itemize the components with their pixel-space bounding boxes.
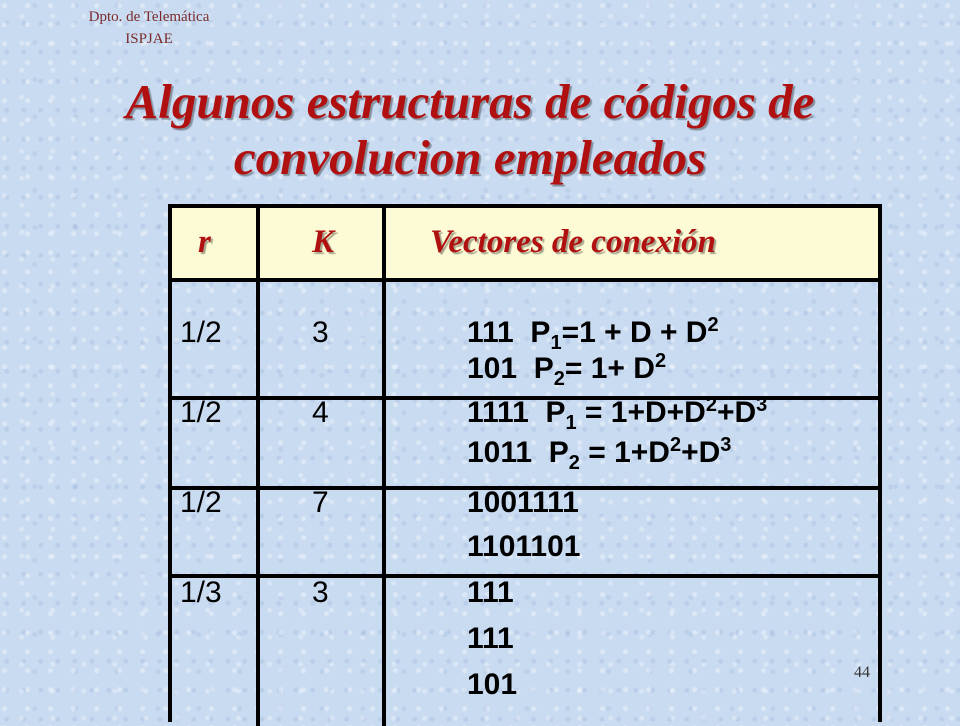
department-name: Dpto. de Telemática (88, 9, 210, 25)
header-r: r (198, 224, 211, 260)
institution-name: ISPJAE (125, 31, 173, 47)
cell-k: 7 (312, 486, 329, 519)
slide-title (40, 74, 900, 186)
connection-vector: 1001111 (467, 486, 579, 519)
cell-r: 1/2 (180, 316, 222, 349)
connection-vector: 1111 $P_1 = 1+D+D^2+D^3$ (467, 394, 768, 434)
connection-vector: 111 (467, 576, 514, 609)
cell-k: 3 (312, 316, 329, 349)
department-header (64, 6, 234, 50)
cell-r: 1/2 (180, 396, 222, 429)
cell-k: 3 (312, 576, 329, 609)
title-line-2: convolucion empleados (233, 130, 707, 185)
header-vectors: Vectores de conexión (430, 224, 716, 260)
cell-r: 1/2 (180, 486, 222, 519)
column-divider-1 (256, 208, 260, 726)
cell-r: 1/3 (180, 576, 222, 609)
connection-vector: 111 (467, 622, 514, 655)
table-header (172, 208, 878, 282)
column-divider-2 (382, 208, 386, 726)
cell-k: 4 (312, 396, 329, 429)
connection-vector: 1101101 (467, 530, 581, 563)
connection-vector: 101 (467, 668, 518, 701)
code-structures-table (168, 204, 882, 722)
row-divider (172, 574, 878, 578)
page-number: 44 (854, 664, 870, 681)
connection-vector: 1011 $P_2 = 1+D^2+D^3$ (467, 434, 732, 474)
title-line-1: Algunos estructuras de códigos de (125, 74, 815, 129)
connection-vector: 111 $P_1=1 + D + D^2$ (467, 314, 719, 354)
header-k: K (312, 224, 335, 260)
connection-vector: 101 $P_2= 1+ D^2$ (467, 350, 667, 390)
